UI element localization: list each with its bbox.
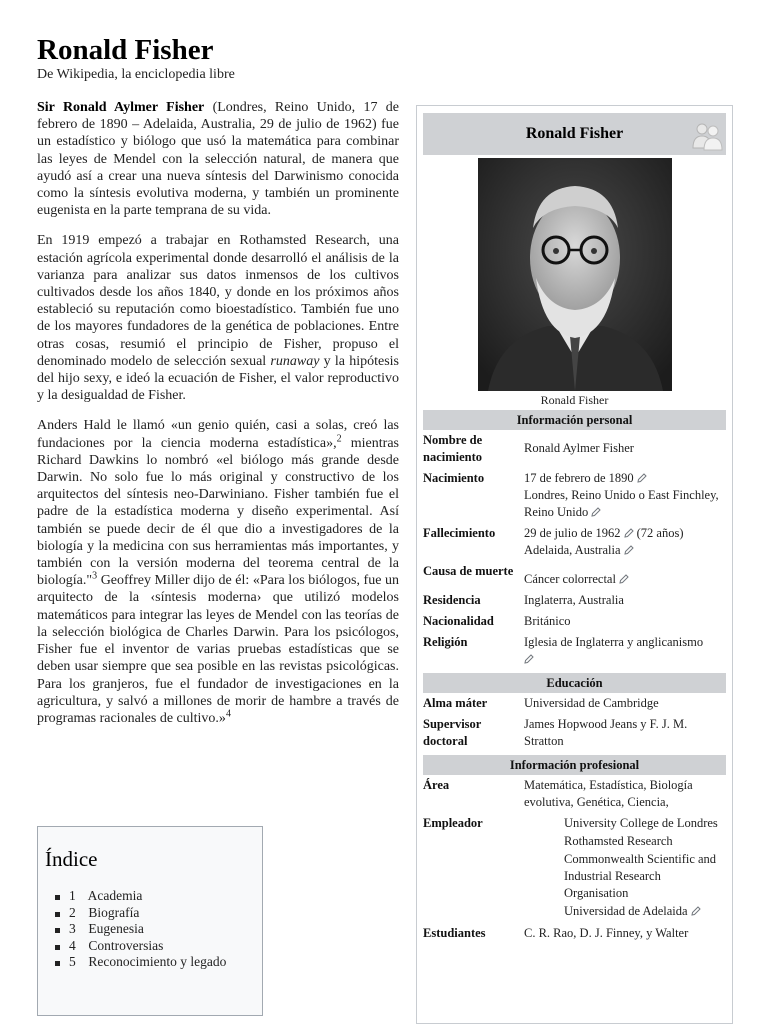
- value-birth: [524, 470, 726, 521]
- section-professional: Información profesional: [423, 755, 726, 775]
- reference-4[interactable]: 4: [225, 708, 231, 720]
- label-supervisor: Supervisor doctoral: [423, 717, 482, 748]
- label-nationality: Nacionalidad: [423, 614, 494, 628]
- career-text-a: En 1919 empezó a trabajar en Rothamsted Research, una estación agrícola experimental donde desarrolló el análisis de la varianza para analizar sus datos inmensos de los cultivos cultivados desde los años 1840, y donde en los próximos años estableció su reputación como bioestadístico. También fue uno de los mayores fundadores de la genética de poblaciones. Entre otras cosas, resumió el principio de Fisher, propuso el denominado modelo de selección sexual: [37, 233, 399, 369]
- people-icon: [690, 118, 724, 152]
- label-area: Área: [423, 778, 450, 792]
- value-students[interactable]: C. R. Rao, D. J. Finney, y Walter: [524, 926, 689, 940]
- row-birth: [423, 468, 726, 523]
- intro-text: (Londres, Reino Unido, 17 de febrero de 1890 – Adelaida, Australia, 29 de julio de 1962) fue un estadístico y biólogo que usó la matemática para combinar las leyes de Mendel con la selección natural, de manera que ayudó así a crear una nueva síntesis del Darwinismo conocida como la síntesis evolutiva moderna, y también un prominente eugenista en la parte temprana de su vida.: [37, 100, 399, 219]
- page-subtitle: De Wikipedia, la enciclopedia libre: [37, 67, 235, 82]
- toc-item-number: 5: [69, 954, 76, 969]
- pencil-edit-icon[interactable]: [691, 906, 701, 916]
- pencil-edit-icon[interactable]: [624, 528, 634, 538]
- label-cause-of-death: Causa de muerte: [423, 564, 514, 578]
- toc-item-label[interactable]: Eugenesia: [88, 921, 144, 936]
- legacy-paragraph: [37, 417, 399, 727]
- death-date[interactable]: 29 de julio de 1962: [524, 526, 621, 540]
- employer-list: [524, 815, 726, 920]
- row-religion: [423, 632, 726, 670]
- toc-item[interactable]: [45, 905, 255, 922]
- row-death: [423, 523, 726, 561]
- row-residence: [423, 590, 726, 611]
- pencil-edit-icon[interactable]: [591, 507, 601, 517]
- infobox: [416, 105, 733, 1024]
- section-personal-info: Información personal: [423, 410, 726, 430]
- toc-list: [45, 888, 255, 971]
- portrait-photo[interactable]: [478, 158, 672, 391]
- employer-item[interactable]: University College de Londres: [564, 816, 718, 830]
- legacy-text-a: Anders Hald le llamó «un genio quién, casi a solas, creó las fundaciones por la ciencia moderna estadística»,: [37, 418, 399, 451]
- row-supervisor: [423, 714, 726, 752]
- portrait-image: [478, 158, 672, 391]
- article-body: [37, 99, 399, 740]
- employer-item[interactable]: [564, 903, 726, 920]
- row-employer: [423, 813, 726, 923]
- toc-item-number: 3: [69, 921, 76, 936]
- infobox-header: [423, 113, 726, 155]
- toc-item[interactable]: [45, 938, 255, 955]
- table-of-contents: [37, 826, 263, 1016]
- value-religion: [524, 634, 726, 668]
- value-area[interactable]: Matemática, Estadística, Biología evolutiva, Genética, Ciencia,: [524, 778, 693, 809]
- page-title: Ronald Fisher: [37, 34, 214, 66]
- toc-item-label[interactable]: Academia: [87, 888, 143, 903]
- value-supervisor[interactable]: James Hopwood Jeans y F. J. M. Stratton: [524, 717, 688, 748]
- toc-item-label[interactable]: Biografía: [88, 904, 140, 920]
- birth-date[interactable]: 17 de febrero de 1890: [524, 471, 634, 485]
- toc-item-label[interactable]: Reconocimiento y legado: [88, 954, 227, 969]
- toc-item[interactable]: [45, 921, 255, 938]
- intro-paragraph: [37, 99, 399, 219]
- value-nationality[interactable]: Británico: [524, 614, 571, 628]
- pencil-edit-icon[interactable]: [624, 545, 634, 555]
- label-residence: Residencia: [423, 593, 481, 607]
- row-alma-mater: [423, 693, 726, 714]
- career-text-b: y la hipótesis del hijo sexy, e ideó la ecuación de Fisher, el valor reproductivo y la desigualdad de Fisher.: [37, 353, 399, 404]
- section-education: Educación: [423, 673, 726, 693]
- toc-title: Índice: [45, 847, 98, 871]
- portrait-caption: Ronald Fisher: [540, 393, 609, 407]
- row-area: [423, 775, 726, 813]
- employer-item-label[interactable]: Universidad de Adelaida: [564, 904, 688, 918]
- label-birth-name: Nombre de nacimiento: [423, 433, 483, 464]
- value-birth-name: Ronald Aylmer Fisher: [524, 441, 634, 455]
- toc-item-number: 4: [69, 937, 76, 953]
- employer-item[interactable]: Commonwealth Scientific and Industrial Research Organisation: [564, 852, 717, 900]
- value-alma-mater[interactable]: Universidad de Cambridge: [524, 696, 659, 710]
- label-alma-mater: Alma máter: [423, 696, 488, 710]
- employer-item[interactable]: Rothamsted Research: [564, 834, 673, 848]
- row-nationality: [423, 611, 726, 632]
- label-students: Estudiantes: [423, 926, 486, 940]
- toc-item[interactable]: [45, 954, 255, 971]
- subject-name: Sir Ronald Aylmer Fisher: [37, 100, 205, 115]
- value-employer: [524, 815, 726, 921]
- runaway-term: runaway: [270, 353, 320, 369]
- value-death: [524, 525, 726, 559]
- legacy-text-c: Geoffrey Miller dijo de él: «Para los biólogos, fue un arquitecto de la ‹síntesis moderna› que utilizó modelos matemáticos para integrar las leyes de Mendel con las teorías de la selección biológica de Charles Darwin. Para los psicólogos, Fisher fue el inventor de varias pruebas estadísticas que se deben usar siempre que sea posible en las revistas psicológicas. Para los granjeros, fue el fundador de investigaciones en la agricultura, y salvó a millones de morir de hambre a través de programas racionales de cultivo.»: [37, 573, 399, 726]
- row-cause-of-death: [423, 561, 726, 590]
- row-birth-name: [423, 430, 726, 468]
- cause-of-death[interactable]: Cáncer colorrectal: [524, 572, 616, 586]
- toc-item-number: 1: [69, 888, 76, 903]
- death-place[interactable]: Adelaida, Australia: [524, 543, 621, 557]
- death-age: (72 años): [636, 526, 684, 540]
- reference-3[interactable]: 3: [92, 570, 98, 582]
- infobox-title: Ronald Fisher: [525, 125, 624, 142]
- religion[interactable]: Iglesia de Inglaterra y anglicanismo: [524, 635, 704, 649]
- label-death: Fallecimiento: [423, 526, 496, 540]
- birth-place[interactable]: Londres, Reino Unido o East Finchley, Reino Unido: [524, 488, 719, 519]
- legacy-text-b: mientras Richard Dawkins lo nombró «el biólogo más grande desde Darwin. No solo fue lo más original y constructivo de los arquitectos del síntesis neo-Darwiniano. Fisher también fue el padre de la estadística moderna y diseño experimental. Así también se puede decir de él que dio a investigadores de la biología y la medicina con sus herramientas más importantes, y también con la versión moderna del teorema central de la biología.": [37, 435, 399, 589]
- label-employer: Empleador: [423, 816, 483, 830]
- toc-item[interactable]: [45, 888, 255, 905]
- career-paragraph: [37, 232, 399, 404]
- pencil-edit-icon[interactable]: [524, 654, 534, 664]
- value-residence[interactable]: Inglaterra, Australia: [524, 593, 624, 607]
- pencil-edit-icon[interactable]: [619, 574, 629, 584]
- toc-item-label[interactable]: Controversias: [88, 937, 164, 953]
- value-cause-of-death: [524, 563, 726, 588]
- label-religion: Religión: [423, 635, 468, 649]
- toc-item-number: 2: [69, 904, 76, 920]
- reference-2[interactable]: 2: [336, 433, 342, 444]
- label-birth: Nacimiento: [423, 471, 485, 485]
- row-students: [423, 923, 726, 944]
- pencil-edit-icon[interactable]: [637, 473, 647, 483]
